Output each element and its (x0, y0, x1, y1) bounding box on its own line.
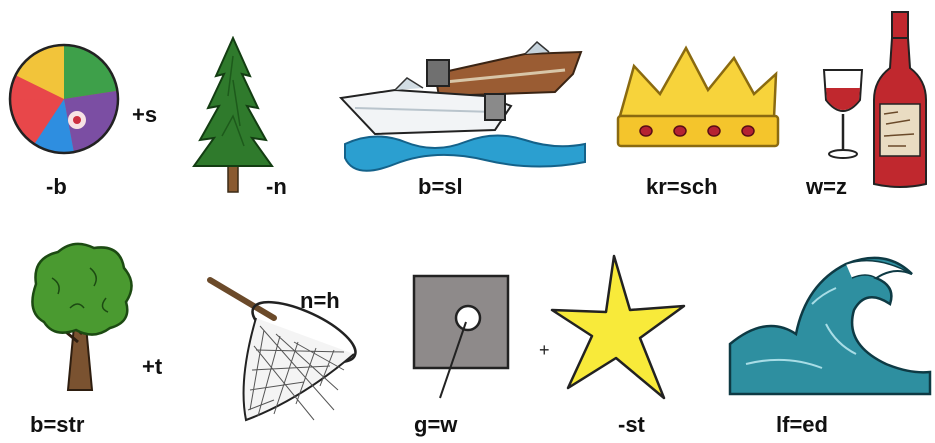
crown-icon (612, 44, 784, 154)
wave-icon (726, 244, 932, 398)
beach-ball-icon (5, 40, 123, 158)
star-hint-label: -st (618, 412, 645, 437)
ball-hint-label: -b (46, 174, 67, 199)
pine-tree-icon (192, 36, 274, 194)
crown-hint-label: kr=sch (646, 174, 718, 199)
wine-bottle-icon (870, 8, 930, 192)
star-icon (548, 252, 688, 402)
plus-sign: + (539, 340, 550, 360)
wine-hint-label: w=z (806, 174, 847, 199)
boat-hint-label: b=sl (418, 174, 463, 199)
oak-hint-label: b=str (30, 412, 85, 437)
boats-icon (335, 34, 597, 174)
wave-hint-label: lf=ed (776, 412, 828, 437)
tile-hint-label: g=w (414, 412, 458, 437)
ball-plus-label: +s (132, 102, 158, 127)
tree-hint-label: -n (266, 174, 287, 199)
net-hint-label: n=h (300, 288, 340, 313)
fishing-net-icon (204, 270, 364, 430)
square-tile-icon (400, 272, 512, 412)
wine-glass-icon (818, 66, 868, 166)
oak-tree-icon (22, 238, 140, 396)
oak-plus-label: +t (142, 354, 163, 379)
